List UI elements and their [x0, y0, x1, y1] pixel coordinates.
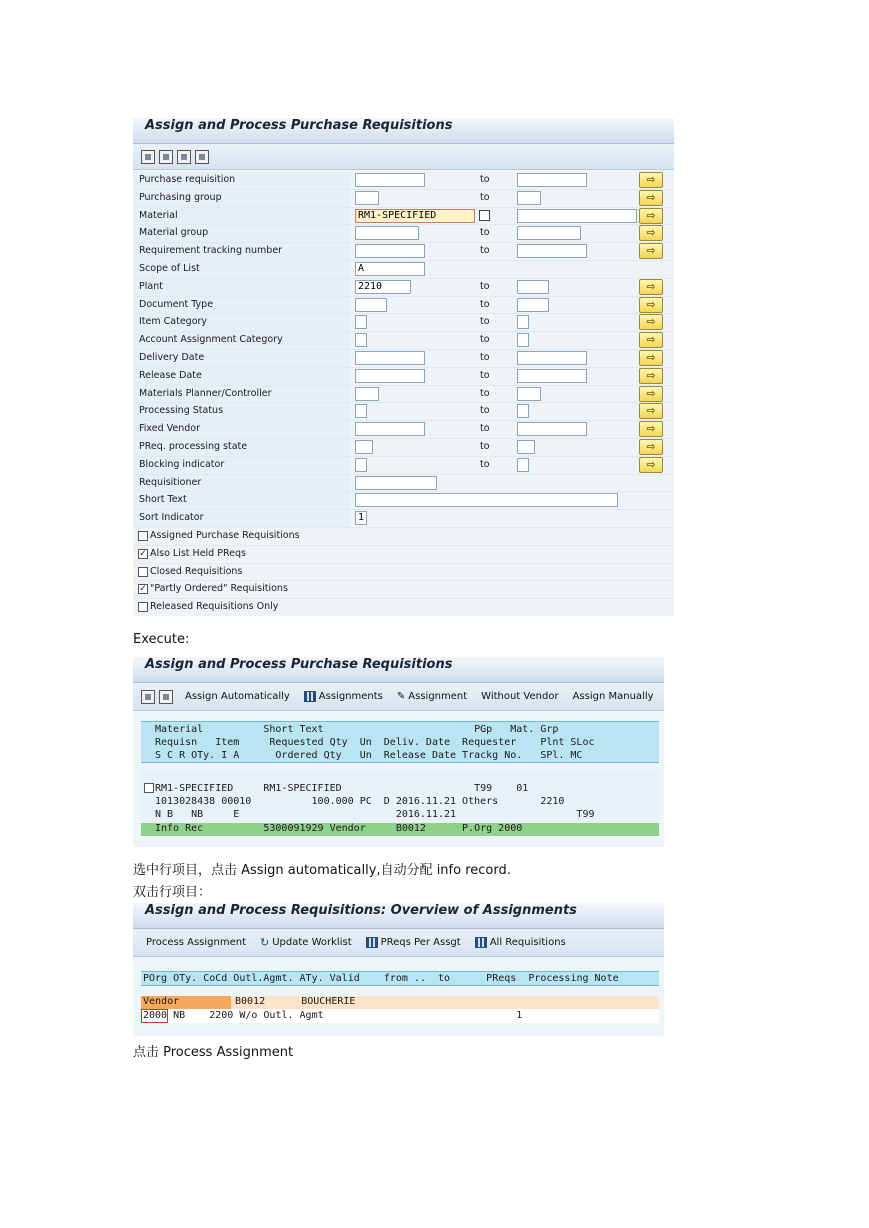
- assignments-button[interactable]: Assignments: [304, 691, 383, 702]
- field-label: Purchasing group: [139, 191, 222, 203]
- low-value-input[interactable]: [355, 191, 379, 205]
- multiple-selection-button[interactable]: ⇨: [639, 190, 663, 206]
- item-line: N B NB E 2016.11.21 T99: [155, 809, 595, 820]
- selection-row: [133, 190, 674, 208]
- multiple-selection-button[interactable]: ⇨: [639, 314, 663, 330]
- field-label: Delivery Date: [139, 352, 205, 363]
- low-value-input[interactable]: [355, 369, 425, 383]
- multiple-selection-button[interactable]: ⇨: [639, 172, 663, 188]
- high-value-input[interactable]: [517, 404, 529, 418]
- field-label: Document Type: [139, 298, 214, 310]
- field-label: Scope of List: [139, 263, 200, 274]
- selection-toolbar: [133, 144, 674, 170]
- multiple-selection-button[interactable]: ⇨: [639, 208, 663, 224]
- print-icon[interactable]: [159, 690, 173, 704]
- caption-execute: Execute:: [133, 632, 190, 647]
- to-label: to: [480, 174, 490, 185]
- execute-icon[interactable]: [141, 150, 155, 164]
- caption-assign-automatically: 选中行项目，点击 Assign automatically,自动分配 info record.: [133, 863, 511, 878]
- high-value-input[interactable]: [517, 458, 529, 472]
- checkbox-label: Closed Requisitions: [150, 565, 243, 577]
- dynamic-selection-icon[interactable]: [195, 150, 209, 164]
- high-value-input[interactable]: [517, 315, 529, 329]
- screen-title: Assign and Process Requisitions: Overview of Assignments: [133, 903, 664, 929]
- header-line: POrg OTy. CoCd Outl.Agmt. ATy. Valid from .. to PReqs Processing Note: [143, 973, 619, 984]
- option-checkbox[interactable]: ✓: [139, 548, 147, 559]
- selection-row: [133, 386, 674, 404]
- low-value-input[interactable]: [355, 440, 373, 454]
- selection-row: [133, 421, 674, 439]
- to-label: to: [480, 280, 490, 292]
- low-value-input[interactable]: [355, 404, 367, 418]
- field-label: Sort Indicator: [139, 512, 204, 524]
- preqs-per-assgt-button[interactable]: PReqs Per Assgt: [366, 937, 461, 948]
- grid-icon: [475, 937, 487, 948]
- low-value-input[interactable]: 2210: [355, 280, 411, 294]
- selection-row: [133, 403, 674, 421]
- process-assignment-button[interactable]: Process Assignment: [146, 937, 246, 948]
- option-checkbox[interactable]: ✓: [139, 584, 147, 595]
- header-line: Material Short Text PGp Mat. Grp: [155, 724, 559, 735]
- header-line: Requisn Item Requested Qty Un Deliv. Date Requester Plnt SLoc: [155, 737, 595, 748]
- selection-row: [133, 332, 674, 350]
- detail-line: 2000 NB 2200 W/o Outl. Agmt 1: [143, 1010, 523, 1021]
- multiple-selection-button[interactable]: ⇨: [639, 332, 663, 348]
- to-label: to: [480, 227, 490, 239]
- field-label: Blocking indicator: [139, 458, 225, 470]
- grid-icon: [304, 691, 316, 702]
- selection-row: [133, 243, 674, 261]
- field-label: Purchase requisition: [139, 174, 236, 185]
- selection-screen: [133, 118, 674, 616]
- all-requisitions-button[interactable]: All Requisitions: [475, 937, 566, 948]
- multiple-selection-button[interactable]: ⇨: [639, 386, 663, 402]
- assignment-button[interactable]: ✎ Assignment: [396, 691, 468, 702]
- vendor-row[interactable]: [141, 996, 659, 1009]
- info-line: Info Rec 5300091929 Vendor B0012 P.Org 2000: [155, 823, 523, 834]
- grid-icon: [366, 937, 378, 948]
- selection-row: [133, 510, 674, 528]
- field-label: Material group: [139, 227, 209, 239]
- field-label: Item Category: [139, 316, 208, 328]
- screen-title: Assign and Process Purchase Requisitions: [133, 657, 664, 683]
- checkbox-label: Assigned Purchase Requisitions: [150, 530, 300, 541]
- refresh-icon: ↻: [260, 936, 270, 949]
- high-value-input[interactable]: [517, 369, 587, 383]
- detail-icon[interactable]: [141, 690, 155, 704]
- multiple-selection-button[interactable]: ⇨: [639, 368, 663, 384]
- to-label: to: [480, 441, 490, 452]
- without-vendor-button[interactable]: Without Vendor: [481, 691, 559, 702]
- selection-row: [133, 492, 674, 510]
- vendor-line: B0012 BOUCHERIE: [235, 996, 356, 1007]
- overview-header: [141, 971, 659, 986]
- low-value-input[interactable]: A: [355, 262, 425, 276]
- high-value-input[interactable]: [517, 351, 587, 365]
- low-value-input[interactable]: [355, 173, 425, 187]
- selection-row: [133, 475, 674, 493]
- selection-fields: [133, 170, 674, 616]
- field-label: Short Text: [139, 494, 187, 506]
- save-variant-icon[interactable]: [159, 150, 173, 164]
- low-value-input[interactable]: [355, 333, 367, 347]
- low-value-input[interactable]: [355, 422, 425, 436]
- multiple-selection-button[interactable]: ⇨: [639, 350, 663, 366]
- field-label: Requirement tracking number: [139, 245, 283, 257]
- low-value-input[interactable]: [355, 387, 379, 401]
- multiple-selection-button[interactable]: ⇨: [639, 403, 663, 419]
- item-line: 1013028438 00010 100.000 PC D 2016.11.21 Others 2210: [155, 796, 565, 807]
- list-toolbar: [133, 683, 664, 711]
- item-line: RM1-SPECIFIED RM1-SPECIFIED T99 01: [155, 783, 529, 794]
- to-label: to: [480, 387, 490, 399]
- to-label: to: [480, 334, 490, 346]
- field-label: Plant: [139, 280, 163, 292]
- header-line: S C R OTy. I A Ordered Qty Un Release Date Trackg No. SPl. MC: [155, 750, 583, 761]
- to-label: to: [480, 405, 490, 417]
- screen-title: Assign and Process Purchase Requisitions: [133, 118, 674, 144]
- caption-double-click: 双击行项目：: [133, 885, 212, 900]
- get-variant-icon[interactable]: [177, 150, 191, 164]
- info-record-row[interactable]: [141, 823, 659, 836]
- to-label: to: [480, 423, 490, 435]
- selection-row: [133, 457, 674, 475]
- multiple-selection-button[interactable]: ⇨: [639, 279, 663, 295]
- option-checkbox[interactable]: [138, 567, 148, 577]
- field-label: PReq. processing state: [139, 441, 248, 452]
- checkbox-row: [133, 564, 674, 582]
- selection-row: [133, 172, 674, 190]
- field-label: Account Assignment Category: [139, 334, 283, 346]
- high-value-input[interactable]: [517, 209, 637, 223]
- low-value-input[interactable]: [355, 476, 437, 490]
- vendor-label-text: Vendor: [143, 996, 180, 1007]
- to-label: to: [480, 458, 490, 470]
- selection-row: [133, 279, 674, 297]
- low-value-input[interactable]: [355, 458, 367, 472]
- high-value-input[interactable]: [517, 226, 581, 240]
- option-checkbox[interactable]: [138, 531, 148, 541]
- multiple-selection-button[interactable]: ⇨: [639, 439, 663, 455]
- assign-automatically-button[interactable]: Assign Automatically: [185, 691, 290, 702]
- high-value-input[interactable]: [517, 422, 587, 436]
- row-select-checkbox[interactable]: [144, 783, 154, 793]
- checkbox-row: [133, 546, 674, 564]
- low-value-input[interactable]: [355, 351, 425, 365]
- assignment-row[interactable]: [141, 1009, 659, 1023]
- high-value-input[interactable]: [517, 387, 541, 401]
- field-label: Release Date: [139, 369, 202, 381]
- update-worklist-button[interactable]: ↻ Update Worklist: [260, 936, 352, 949]
- assign-manually-button[interactable]: Assign Manually: [572, 691, 654, 702]
- to-label: to: [480, 352, 490, 363]
- multiple-selection-button[interactable]: ⇨: [639, 243, 663, 259]
- checkbox-label: Released Requisitions Only: [150, 601, 279, 613]
- assignment-overview-screen: [133, 903, 664, 1036]
- high-value-input[interactable]: [517, 191, 541, 205]
- to-label: to: [480, 298, 490, 310]
- high-value-input[interactable]: [517, 333, 529, 347]
- low-value-input[interactable]: [355, 315, 367, 329]
- checkbox-label: "Partly Ordered" Requisitions: [150, 583, 288, 595]
- checkbox-row: [133, 599, 674, 616]
- to-label: to: [480, 245, 490, 257]
- low-value-input[interactable]: [355, 493, 618, 507]
- high-value-input[interactable]: [517, 173, 587, 187]
- multiple-selection-button[interactable]: ⇨: [639, 457, 663, 473]
- low-value-input[interactable]: [355, 244, 425, 258]
- pencil-icon: ✎: [396, 691, 406, 702]
- overview-toolbar: [133, 929, 664, 957]
- multiple-selection-button[interactable]: ⇨: [639, 225, 663, 241]
- requisition-list-screen: [133, 657, 664, 847]
- selection-row: [133, 261, 674, 279]
- selection-row: [133, 368, 674, 386]
- low-value-input[interactable]: RM1-SPECIFIED: [355, 209, 475, 223]
- label-zone: [133, 279, 350, 296]
- checkbox-row: [133, 581, 674, 599]
- field-label: Material: [139, 209, 178, 221]
- option-checkbox[interactable]: [138, 602, 148, 612]
- extension-icon[interactable]: [479, 210, 490, 221]
- table-row[interactable]: [141, 771, 659, 823]
- low-value-input[interactable]: 1: [355, 511, 367, 525]
- high-value-input[interactable]: [517, 298, 549, 312]
- caption-process-assignment: 点击 Process Assignment: [133, 1045, 294, 1060]
- selection-row: [133, 314, 674, 332]
- low-value-input[interactable]: [355, 226, 419, 240]
- selection-row: [133, 297, 674, 315]
- low-value-input[interactable]: [355, 298, 387, 312]
- checkbox-label: Also List Held PReqs: [150, 547, 246, 559]
- high-value-input[interactable]: [517, 440, 535, 454]
- selection-row: [133, 439, 674, 457]
- to-label: to: [480, 316, 490, 328]
- multiple-selection-button[interactable]: ⇨: [639, 421, 663, 437]
- high-value-input[interactable]: [517, 244, 587, 258]
- checkbox-row: [133, 528, 674, 546]
- field-label: Processing Status: [139, 405, 224, 417]
- multiple-selection-button[interactable]: ⇨: [639, 297, 663, 313]
- high-value-input[interactable]: [517, 280, 549, 294]
- field-label: Requisitioner: [139, 476, 202, 488]
- to-label: to: [480, 191, 490, 203]
- selection-row: [133, 350, 674, 368]
- selection-row: [133, 208, 674, 226]
- list-header: [141, 721, 659, 763]
- to-label: to: [480, 369, 490, 381]
- field-label: Fixed Vendor: [139, 423, 201, 435]
- field-label: Materials Planner/Controller: [139, 387, 272, 399]
- selection-row: [133, 225, 674, 243]
